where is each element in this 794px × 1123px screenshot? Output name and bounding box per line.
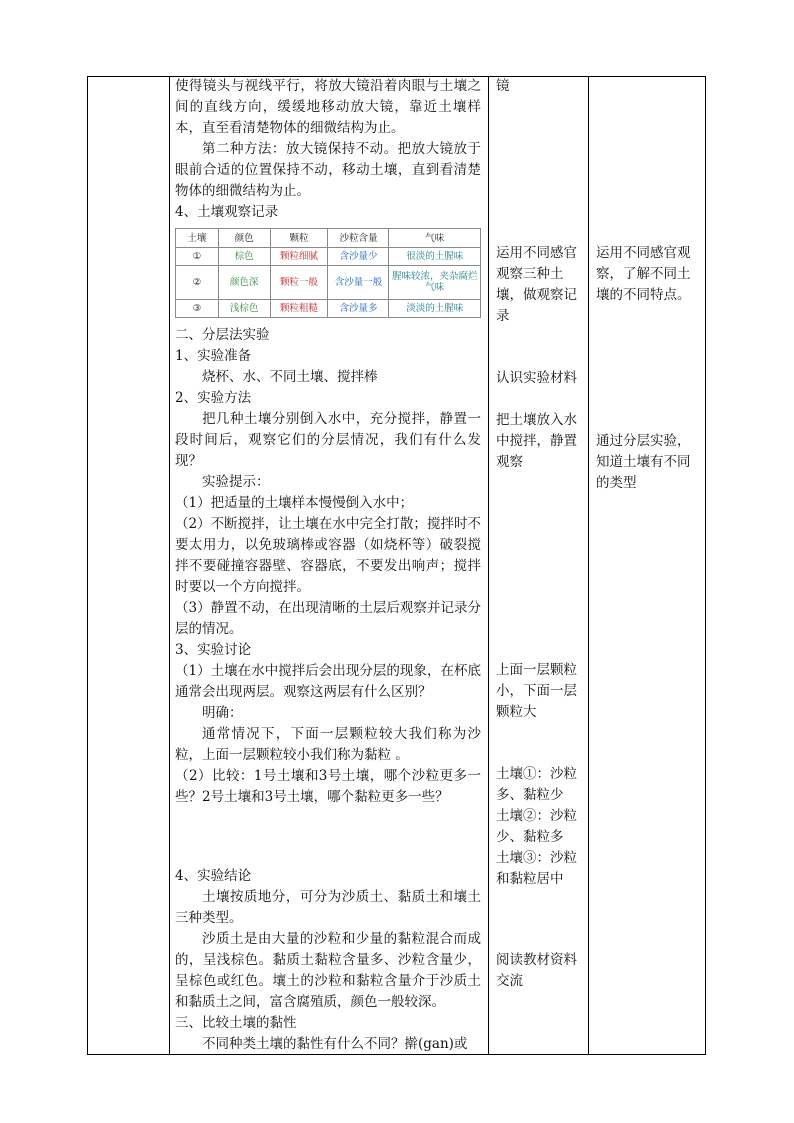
cell-soil-id: ② xyxy=(176,265,219,299)
teaching-content-column-lower xyxy=(175,325,481,808)
clarify-text: 通常情况下，下面一层颗粒较大我们称为沙粒，上面一层颗粒较小我们称为黏粒 。 xyxy=(175,726,481,763)
cell-smell: 腥味较浓，夹杂腐烂气味 xyxy=(389,265,481,299)
tips-title: 实验提示： xyxy=(202,474,270,490)
heading-prep: 1、实验准备 xyxy=(175,348,252,364)
student-activity-6: 土壤①：沙粒多、黏粒少 xyxy=(496,766,577,803)
paragraph-method2: 第二种方法：放大镜保持不动。把放大镜放于眼前合适的位置保持不动，移动土壤，直到看清楚物体的细微结构为止。 xyxy=(175,141,481,199)
student-activity-3: 认识实验材料 xyxy=(496,370,577,386)
table-row xyxy=(176,265,481,299)
section-3-text: 不同种类土壤的黏性有什么不同？擀(gan)或 xyxy=(202,1036,468,1052)
cell-smell: 很淡的土腥味 xyxy=(389,248,481,266)
cell-color: 棕色 xyxy=(218,248,270,266)
teaching-content-conclusion xyxy=(175,866,481,1055)
design-intent-2: 通过分层实验，知道土壤有不同的类型 xyxy=(596,433,691,491)
student-activity-4: 把土壤放入水中搅拌，静置观察 xyxy=(496,412,577,470)
header-sand: 沙粒含量 xyxy=(328,229,389,248)
table-divider-3 xyxy=(588,76,589,1055)
table-border-left xyxy=(87,76,88,1055)
student-activity-7: 土壤②：沙粒少、黏粒多 xyxy=(496,808,577,845)
table-row xyxy=(176,300,481,318)
table-divider-1 xyxy=(169,76,170,1055)
table-divider-2 xyxy=(488,76,489,1055)
cell-sand: 含沙量少 xyxy=(328,248,389,266)
method-text: 把几种土壤分别倒入水中，充分搅拌，静置一段时间后，观察它们的分层情况，我们有什么发现？ xyxy=(175,411,481,469)
table-border-right xyxy=(705,76,706,1055)
heading-method: 2、实验方法 xyxy=(175,390,252,406)
tip-2: （2）不断搅拌，让土壤在水中完全打散；搅拌时不要太用力，以免玻璃棒或容器（如烧杯等）破裂搅拌不要碰撞容器壁、容器底，不要发出响声；搅拌时要以一个方向搅拌。 xyxy=(175,516,481,595)
cell-smell: 淡淡的土腥味 xyxy=(389,300,481,318)
teaching-content-column xyxy=(175,76,481,223)
student-activity-5: 上面一层颗粒小，下面一层颗粒大 xyxy=(496,662,577,720)
table-row xyxy=(176,248,481,266)
conclusion-1: 土壤按质地分，可分为沙质土、黏质土和壤土三种类型。 xyxy=(175,889,481,926)
header-soil: 土壤 xyxy=(176,229,219,248)
cell-sand: 含沙量多 xyxy=(328,300,389,318)
cell-soil-id: ① xyxy=(176,248,219,266)
student-activity-2: 运用不同感官观察三种土壤，做观察记录 xyxy=(496,245,577,324)
soil-observation-table xyxy=(175,228,481,318)
cell-color: 颜色深 xyxy=(218,265,270,299)
cell-color: 浅棕色 xyxy=(218,300,270,318)
cell-soil-id: ③ xyxy=(176,300,219,318)
student-activity-9: 阅读教材资料交流 xyxy=(496,952,577,989)
student-activity-8: 土壤③：沙粒和黏粒居中 xyxy=(496,850,577,887)
question-1: （1）土壤在水中搅拌后会出现分层的现象，在杯底通常会出现两层。观察这两层有什么区别？ xyxy=(175,663,481,700)
heading-discussion: 3、实验讨论 xyxy=(175,642,252,658)
clarify-label: 明确： xyxy=(202,705,243,721)
header-particle: 颗粒 xyxy=(270,229,328,248)
heading-conclusion: 4、实验结论 xyxy=(175,868,252,884)
heading-soil-record: 4、土壤观察记录 xyxy=(175,204,279,220)
tip-3: （3）静置不动，在出现清晰的土层后观察并记录分层的情况。 xyxy=(175,600,481,637)
heading-section-2: 二、分层法实验 xyxy=(175,327,270,343)
header-color: 颜色 xyxy=(218,229,270,248)
design-intent-1: 运用不同感官观察，了解不同土壤的不同特点。 xyxy=(596,245,691,303)
tip-1: （1）把适量的土壤样本慢慢倒入水中； xyxy=(175,495,414,511)
prep-items: 烧杯、水、不同土壤、搅拌棒 xyxy=(202,369,378,385)
conclusion-2: 沙质土是由大量的沙粒和少量的黏粒混合而成的，呈浅棕色。黏质土黏粒含量多、沙粒含量少，呈棕色或红色。壤土的沙粒和黏粒含量介于沙质土和黏质土之间，富含腐殖质，颜色一般较深。 xyxy=(175,931,481,1010)
cell-sand: 含沙量一般 xyxy=(328,265,389,299)
question-2: （2）比较：1号土壤和3号土壤，哪个沙粒更多一些？2号土壤和3号土壤，哪个黏粒更多一些？ xyxy=(175,768,481,805)
cell-particle: 颗粒粗糙 xyxy=(270,300,328,318)
heading-section-3: 三、比较土壤的黏性 xyxy=(175,1015,297,1031)
header-smell: 气味 xyxy=(389,229,481,248)
table-header-row xyxy=(176,229,481,248)
paragraph-method1-cont: 使得镜头与视线平行，将放大镜沿着肉眼与土壤之间的直线方向，缓缓地移动放大镜，靠近土壤样本，直至看清楚物体的细微结构为止。 xyxy=(175,78,481,136)
cell-particle: 颗粒一般 xyxy=(270,265,328,299)
cell-particle: 颗粒细腻 xyxy=(270,248,328,266)
student-activity-1: 镜 xyxy=(496,78,510,94)
